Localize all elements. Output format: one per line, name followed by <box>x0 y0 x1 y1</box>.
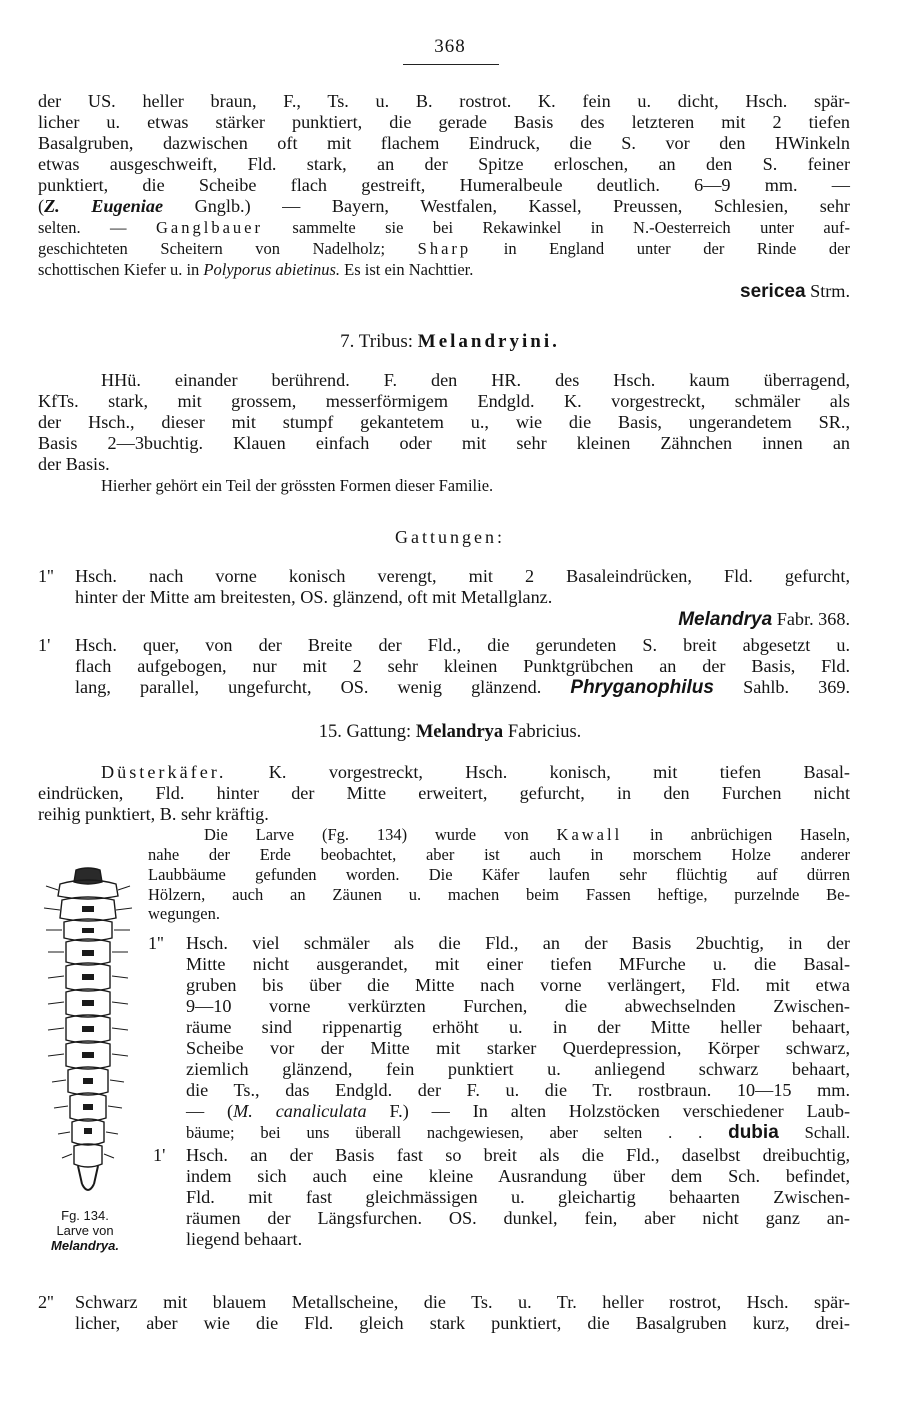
key-melandrya <box>75 566 850 630</box>
text-line: hinter der Mitte am breitesten, OS. glänzend, oft mit Metallglanz. <box>75 587 553 607</box>
larva-paragraph <box>148 825 850 923</box>
text-line: selten. — Ganglbauer sammelte sie bei Rekawinkel in N.-Oesterreich unter auf- <box>38 218 850 237</box>
text-line: Scheibe vor der Mitte mit starker Querdepression, Körper schwarz, <box>186 1038 850 1058</box>
species-reference: Polyporus abietinus. <box>203 260 340 279</box>
text-line: lang, parallel, ungefurcht, OS. wenig glänzend. Phryganophilus Sahlb. 369. <box>75 677 850 698</box>
text-line: die Ts., das Endgld. der F. u. die Tr. rostbraun. 10—15 mm. <box>186 1080 850 1100</box>
key-number: 1' <box>153 1145 166 1165</box>
text-line: Laubbäume gefunden worden. Die Käfer laufen sehr flüchtig auf dürren <box>148 865 850 884</box>
text-line: der Basis. <box>38 454 110 474</box>
text-line: licher u. etwas stärker punktiert, die gerade Basis des letzteren mit 2 tiefen <box>38 112 850 132</box>
text-line: der US. heller braun, F., Ts. u. B. rostrot. K. fein u. dicht, Hsch. spär- <box>38 91 850 111</box>
species-name: sericea <box>740 281 806 302</box>
genus-line: Melandrya Fabr. 368. <box>678 609 850 630</box>
text-line: eindrücken, Fld. hinter der Mitte erweitert, gefurcht, in den Furchen nicht <box>38 783 850 803</box>
synonym-name: M. canaliculata <box>233 1101 367 1121</box>
text-line: wegungen. <box>148 904 220 923</box>
text-line: Hsch. an der Basis fast so breit als die Fld., daselbst dreibuchtig, <box>186 1145 850 1165</box>
text-line: Hölzern, auch an Zäunen u. machen beim Fassen heftige, purzelnde Be- <box>148 885 850 904</box>
genus-name: Melandrya <box>415 722 504 742</box>
figure-caption-line: Larve von <box>56 1223 114 1238</box>
page-number-rule <box>403 64 499 65</box>
tribus-description <box>38 370 850 496</box>
synonym-name: Z. Eugeniae <box>44 196 164 216</box>
text-line: Hsch. nach vorne konisch verengt, mit 2 Basaleindrücken, Fld. gefurcht, <box>75 566 850 586</box>
text-line: Hsch. viel schmäler als die Fld., an der Basis 2buchtig, in der <box>186 933 850 953</box>
figure-caption <box>30 1208 140 1253</box>
text-line: punktiert, die Scheibe flach gestreift, Humeralbeule deutlich. 6—9 mm. — <box>38 175 850 195</box>
figure-label: Fg. 134. <box>61 1208 109 1223</box>
page-number: 368 <box>434 36 466 57</box>
text-line: liegend behaart. <box>186 1229 303 1249</box>
text-line: Schwarz mit blauem Metallscheine, die Ts. u. Tr. heller rostrot, Hsch. spär- <box>75 1292 850 1312</box>
text-line: räume sind rippenartig erhöht u. in der Mitte heller behaart, <box>186 1017 850 1037</box>
tribus-heading: 7. Tribus: Melandryini. <box>340 331 560 352</box>
text-line: KfTs. stark, mit grossem, messerförmigem Endgld. K. vorgestreckt, schmäler als <box>38 391 850 411</box>
text-line: Basis 2—3buchtig. Klauen einfach oder mit sehr kleinen Zähnchen innen an <box>38 433 850 453</box>
text-line: Hierher gehört ein Teil der grössten Formen dieser Familie. <box>101 476 494 495</box>
text-line: bäume; bei uns überall nachgewiesen, aber selten . . dubia Schall. <box>186 1122 851 1143</box>
text-line: geschichteten Scheitern von Nadelholz; Sharp in England unter der Rinde der <box>38 239 850 258</box>
text-line: gruben bis über die Mitte nach vorne verlängert, Fld. mit etwa <box>186 975 850 995</box>
tribus-name: Melandryini. <box>417 331 560 352</box>
author-name: Sharp <box>417 239 472 258</box>
paragraph-sericea <box>38 91 850 302</box>
gattung-description <box>38 762 850 825</box>
text-line: — (M. canaliculata F.) — In alten Holzstöcken verschiedener Laub- <box>186 1101 851 1121</box>
text-line: Fld. mit fast gleichmässigen u. gleichartig behaarten Zwischen- <box>186 1187 850 1207</box>
text-line: räumen der Längsfurchen. OS. dunkel, fein, aber nicht ganz an- <box>186 1208 850 1228</box>
genus-name: Melandrya <box>678 609 773 630</box>
author-name: Kawall <box>556 825 623 844</box>
text-line: Die Larve (Fg. 134) wurde von Kawall in anbrüchigen Haseln, <box>204 825 850 844</box>
larva-illustration <box>38 866 138 1206</box>
larva-hairs <box>44 886 132 1158</box>
text-line: Hsch. quer, von der Breite der Fld., die gerundeten S. breit abgesetzt u. <box>75 635 850 655</box>
key-second-group <box>75 1292 850 1334</box>
text-line: ziemlich glänzend, fein punktiert u. anliegend schwarz behaart, <box>186 1059 850 1079</box>
text-line: flach aufgebogen, nur mit 2 sehr kleinen Punktgrübchen an der Basis, Fld. <box>75 656 850 676</box>
key-dubia <box>186 933 850 1143</box>
text-line: Basalgruben, dazwischen oft mit flachem Eindruck, die S. vor den HWinkeln <box>38 133 850 153</box>
species-line: sericea Strm. <box>740 281 850 302</box>
key-number: 1'' <box>148 933 164 953</box>
text-line: HHü. einander berührend. F. den HR. des Hsch. kaum überragend, <box>101 370 850 390</box>
gattung-heading: 15. Gattung: Melandrya Fabricius. <box>318 722 582 742</box>
text-line: reihig punktiert, B. sehr kräftig. <box>38 804 269 824</box>
species-name: dubia <box>728 1122 779 1143</box>
text-line: nahe der Erde beobachtet, aber ist auch in morschem Holze anderer <box>148 845 850 864</box>
key-phryganophilus <box>75 635 850 698</box>
key-second-species <box>186 1145 850 1250</box>
key-number: 2'' <box>38 1292 54 1312</box>
common-name: Düsterkäfer. <box>101 762 227 782</box>
text-line: etwas ausgeschweift, Fld. stark, an der Spitze erloschen, an den S. feiner <box>38 154 850 174</box>
text-line: 9—10 vorne verkürzten Furchen, die abwechselnden Zwischen- <box>186 996 850 1016</box>
gattungen-heading: Gattungen: <box>395 527 505 547</box>
figure-genus: Melandrya. <box>51 1238 119 1253</box>
key-number: 1' <box>38 635 51 655</box>
text-line: der Hsch., dieser mit stumpf gekantetem u., wie die Basis, ungerandetem SR., <box>38 412 850 432</box>
text-line: schottischen Kiefer u. in Polyporus abietinus. Es ist ein Nachttier. <box>38 260 474 279</box>
genus-name: Phryganophilus <box>570 677 714 698</box>
larva-markings <box>82 906 94 1134</box>
text-line: Düsterkäfer. K. vorgestreckt, Hsch. konisch, mit tiefen Basal- <box>101 762 850 782</box>
key-number: 1'' <box>38 566 54 586</box>
text-line: Mitte nicht ausgerandet, mit einer tiefen MFurche u. die Basal- <box>186 954 850 974</box>
text-line: indem sich auch eine kleine Ausrandung über dem Sch. befindet, <box>186 1166 850 1186</box>
text-line: (Z. Eugeniae Gnglb.) — Bayern, Westfalen, Kassel, Preussen, Schlesien, sehr <box>38 196 850 216</box>
text-line: licher, aber wie die Fld. gleich stark punktiert, die Basalgruben kurz, drei- <box>75 1313 850 1333</box>
author-name: Ganglbauer <box>156 218 263 237</box>
